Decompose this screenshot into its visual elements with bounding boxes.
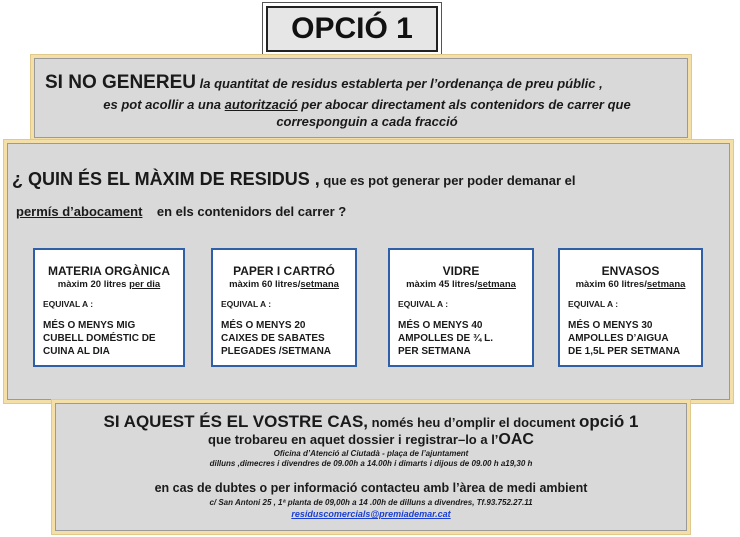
bottom-rest: només heu d’omplir el document bbox=[371, 415, 576, 430]
bottom-line2-a: que trobareu en aquet dossier i registrar–lo a l’ bbox=[208, 432, 499, 447]
card-desc-line: PLEGADES /SETMANA bbox=[221, 346, 332, 357]
intro-rest: la quantitat de residus establerta per l’ordenança de preu públic , bbox=[199, 76, 603, 91]
card-desc-line: MÉS O MENYS 40 bbox=[398, 320, 483, 331]
card-desc-line: DE 1,5L PER SETMANA bbox=[568, 346, 681, 357]
page-title: OPCIÓ 1 bbox=[266, 6, 438, 52]
card-max bbox=[213, 279, 355, 290]
card-desc-line: MÉS O MENYS 30 bbox=[568, 320, 653, 331]
bottom-heading: SI AQUEST ÉS EL VOSTRE CAS, bbox=[103, 412, 369, 431]
contact-panel bbox=[55, 403, 687, 531]
card-max bbox=[560, 279, 701, 290]
card-glass bbox=[388, 248, 534, 367]
question-line-1 bbox=[12, 169, 575, 190]
card-max-a: màxim 20 litres bbox=[57, 279, 127, 290]
card-max-u: per dia bbox=[129, 279, 161, 290]
card-desc-line: AMPOLLES D’AIGUA bbox=[568, 333, 669, 344]
intro-line-1 bbox=[45, 72, 603, 94]
card-organic bbox=[33, 248, 185, 367]
card-desc bbox=[43, 319, 179, 358]
intro-line3: corresponguin a cada fracció bbox=[276, 114, 458, 129]
card-max bbox=[35, 279, 183, 290]
card-packaging bbox=[558, 248, 703, 367]
intro-line2-a: es pot acollir a una bbox=[103, 97, 222, 112]
question-heading: ¿ QUIN ÉS EL MÀXIM DE RESIDUS , bbox=[12, 169, 320, 189]
intro-authorization: autorització bbox=[224, 97, 298, 112]
bottom-line-2 bbox=[56, 431, 686, 449]
contact-line: en cas de dubtes o per informació contacteu amb l’àrea de medi ambient bbox=[154, 481, 588, 495]
intro-line2-b: per abocar directament als contenidors de carrer que bbox=[301, 97, 631, 112]
card-desc-line: CUBELL DOMÉSTIC DE bbox=[43, 333, 156, 344]
card-equiv: EQUIVAL A : bbox=[568, 299, 619, 309]
intro-lead: SI NO GENEREU bbox=[45, 72, 196, 93]
card-max bbox=[390, 279, 532, 290]
card-desc-line: MÉS O MENYS MIG bbox=[43, 320, 136, 331]
intro-panel bbox=[34, 58, 688, 138]
bottom-line-1 bbox=[56, 412, 686, 432]
oac-name: Oficina d’Atenció al Ciutadà - plaça de l’ajuntament bbox=[273, 449, 469, 458]
card-max-u: setmana bbox=[646, 279, 686, 290]
contact-email-link[interactable]: residuscomercials@premiademar.cat bbox=[291, 509, 451, 519]
card-desc bbox=[221, 319, 351, 358]
contact-address: c/ San Antoni 25 , 1ª planta de 09,00h a 14 .00h de dilluns a divendres, Tf.93.752.27.11 bbox=[209, 498, 533, 507]
card-max-a: màxim 60 litres/ bbox=[229, 279, 301, 290]
card-max-a: màxim 60 litres/ bbox=[575, 279, 647, 290]
bottom-oac: OAC bbox=[498, 431, 534, 448]
oac-hours: dilluns ,dimecres i divendres de 09.00h a 14.00h i dimarts i dijous de 09.00 h a19,30 h bbox=[209, 459, 533, 468]
card-desc-line: MÉS O MENYS 20 bbox=[221, 320, 306, 331]
card-desc-line: CAIXES DE SABATES bbox=[221, 333, 325, 344]
card-equiv: EQUIVAL A : bbox=[43, 299, 94, 309]
card-desc-line: CUINA AL DIA bbox=[43, 346, 110, 357]
question-rest2: en els contenidors del carrer ? bbox=[156, 204, 347, 219]
card-desc-line: PER SETMANA bbox=[398, 346, 471, 357]
question-panel bbox=[7, 143, 730, 400]
card-title: ENVASOS bbox=[601, 264, 660, 278]
card-max-a: màxim 45 litres/ bbox=[406, 279, 478, 290]
card-max-u: setmana bbox=[300, 279, 339, 290]
card-max-u: setmana bbox=[477, 279, 516, 290]
card-title: MATERIA ORGÀNICA bbox=[48, 264, 170, 278]
card-desc bbox=[568, 319, 697, 358]
bottom-option: opció 1 bbox=[578, 412, 639, 431]
card-desc-line: AMPOLLES DE ¾ L. bbox=[398, 333, 494, 344]
question-permit: permís d’abocament bbox=[16, 204, 143, 219]
question-line-2 bbox=[16, 204, 346, 219]
card-equiv: EQUIVAL A : bbox=[221, 299, 272, 309]
card-equiv: EQUIVAL A : bbox=[398, 299, 449, 309]
card-title: VIDRE bbox=[442, 264, 480, 278]
card-paper bbox=[211, 248, 357, 367]
card-desc bbox=[398, 319, 528, 358]
question-rest: que es pot generar per poder demanar el bbox=[323, 173, 576, 188]
intro-lines bbox=[49, 96, 685, 130]
card-title: PAPER I CARTRÓ bbox=[233, 264, 335, 278]
